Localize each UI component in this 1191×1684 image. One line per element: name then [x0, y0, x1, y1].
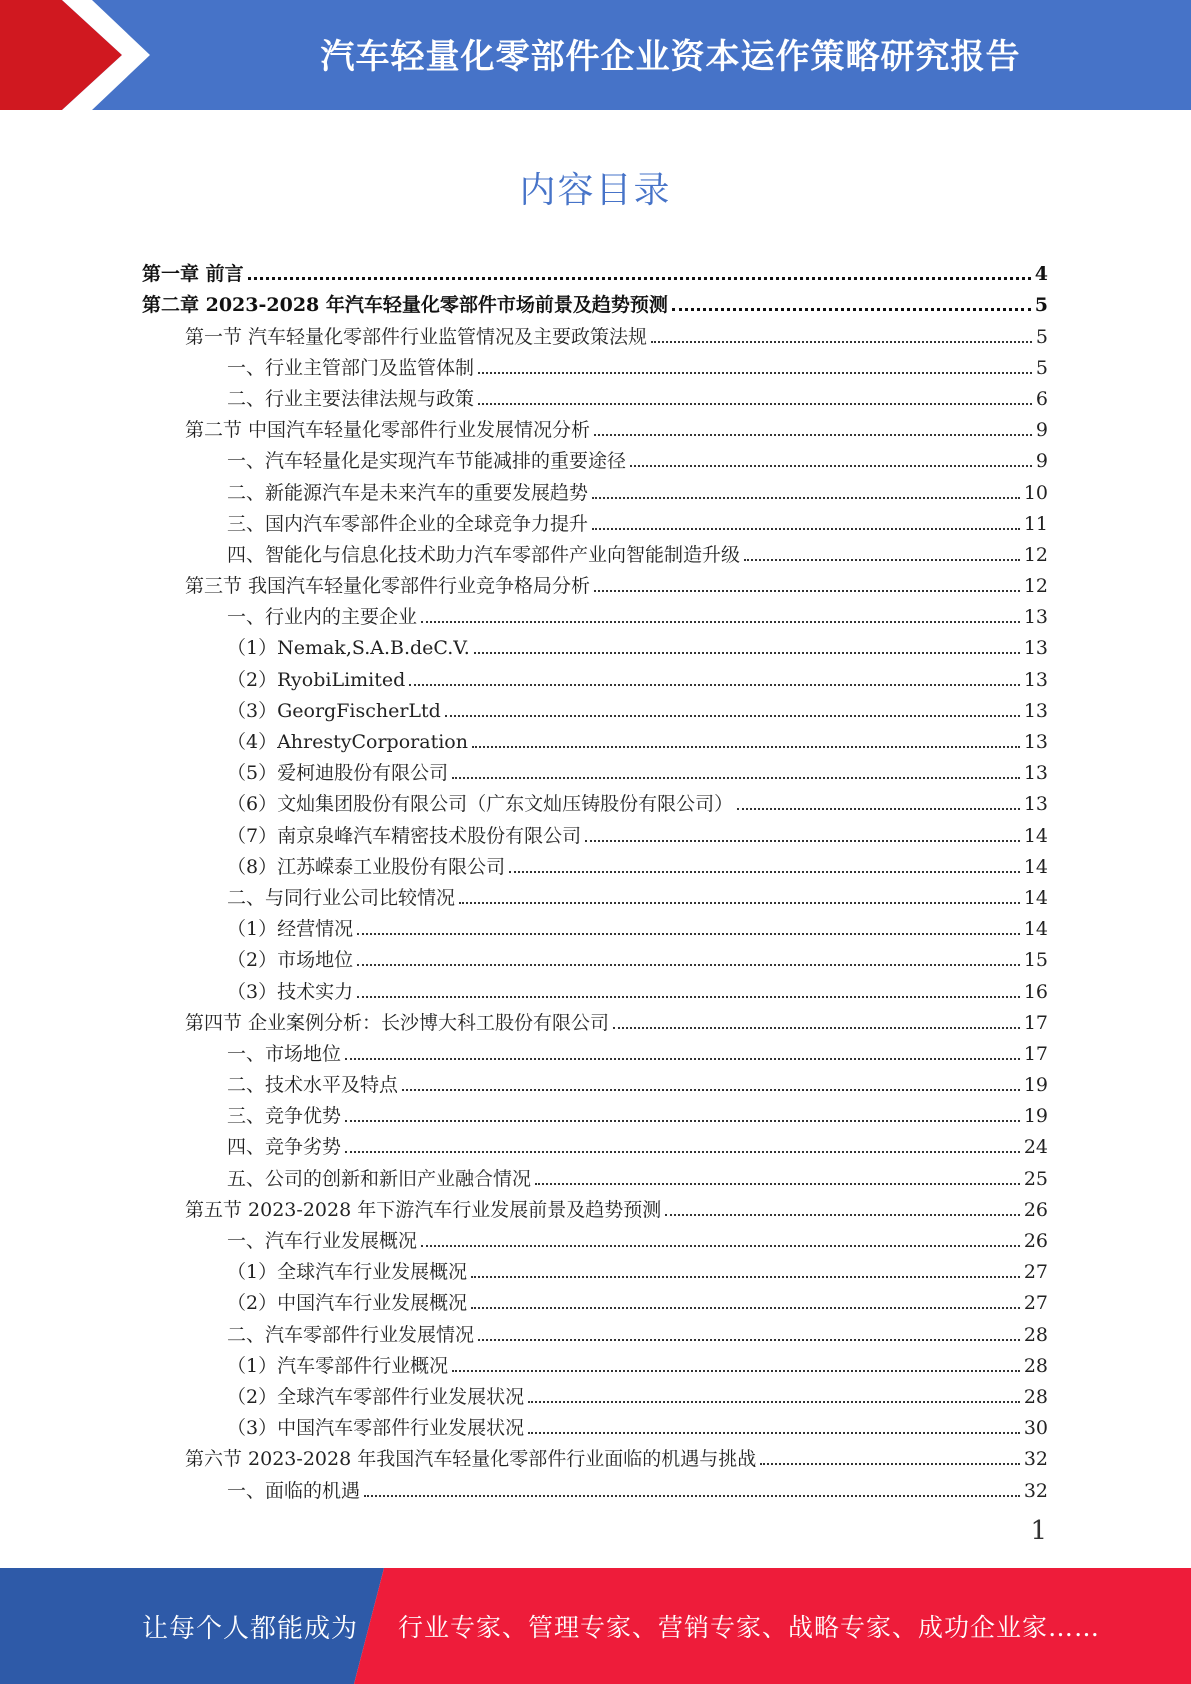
toc-leader-dots: [760, 1462, 1020, 1465]
toc-entry[interactable]: [142, 1313, 1048, 1344]
toc-entry-page: 19: [1023, 1074, 1048, 1097]
footer-slogan-left: 让每个人都能成为: [142, 1613, 359, 1644]
toc-entry-page: 9: [1035, 450, 1048, 473]
toc-leader-dots: [452, 1369, 1020, 1372]
toc-entry-page: 26: [1023, 1198, 1048, 1221]
toc-leader-dots: [478, 371, 1032, 374]
toc-entry-page: 27: [1023, 1261, 1048, 1284]
toc-entry-page: 30: [1023, 1417, 1048, 1440]
toc-entry[interactable]: [142, 565, 1048, 596]
toc-entry-label: （1）汽车零部件行业概况: [227, 1354, 449, 1377]
toc-entry-page: 13: [1023, 668, 1048, 691]
toc-entry[interactable]: [142, 1064, 1048, 1095]
page-number: 1: [1030, 1516, 1047, 1546]
toc-entry[interactable]: [142, 908, 1048, 939]
toc-entry-label: （8）江苏嵘泰工业股份有限公司: [227, 855, 506, 878]
toc-entry[interactable]: [142, 1376, 1048, 1407]
toc-entry-page: 16: [1023, 980, 1048, 1003]
toc-entry-page: 13: [1023, 731, 1048, 753]
toc-leader-dots: [478, 1338, 1020, 1341]
toc-entry[interactable]: [142, 846, 1048, 877]
toc-entry[interactable]: [142, 471, 1048, 502]
toc-leader-dots: [364, 1494, 1020, 1497]
toc-entry-label: 第一章 前言: [142, 263, 244, 286]
toc-entry[interactable]: [142, 1157, 1048, 1188]
toc-entry[interactable]: [142, 534, 1048, 565]
toc-entry-page: 17: [1023, 1042, 1048, 1065]
table-of-contents: [142, 253, 1048, 1501]
toc-entry[interactable]: [142, 627, 1048, 658]
toc-leader-dots: [357, 932, 1020, 935]
report-title: 汽车轻量化零部件企业资本运作策略研究报告: [320, 36, 1021, 77]
toc-entry-page: 5: [1035, 325, 1048, 348]
toc-entry-label: （7）南京泉峰汽车精密技术股份有限公司: [227, 824, 582, 847]
toc-leader-dots: [471, 1275, 1020, 1278]
toc-leader-dots: [613, 1026, 1020, 1029]
toc-entry-page: 9: [1035, 419, 1048, 442]
toc-entry-label: （1）经营情况: [227, 918, 354, 941]
toc-entry-page: 11: [1023, 512, 1048, 535]
toc-leader-dots: [445, 714, 1020, 717]
toc-entry-label: 一、市场地位: [227, 1042, 342, 1065]
toc-entry[interactable]: [142, 752, 1048, 783]
toc-entry-page: 14: [1023, 886, 1048, 909]
toc-leader-dots: [594, 589, 1020, 592]
toc-entry-label: （2）中国汽车行业发展概况: [227, 1292, 468, 1315]
toc-entry-label: （2）市场地位: [227, 949, 354, 972]
toc-leader-dots: [402, 1088, 1020, 1091]
toc-entry-page: 25: [1023, 1167, 1048, 1190]
toc-entry-page: 5: [1034, 294, 1048, 317]
toc-entry-label: 第一节 汽车轻量化零部件行业监管情况及主要政策法规: [185, 325, 648, 348]
toc-leader-dots: [421, 620, 1020, 623]
toc-leader-dots: [478, 402, 1032, 405]
toc-entry-page: 6: [1035, 387, 1048, 410]
toc-entry-label: 一、面临的机遇: [227, 1479, 361, 1502]
toc-leader-dots: [585, 839, 1020, 842]
toc-entry-label: （3）GeorgFischerLtd: [227, 699, 441, 722]
toc-entry-label: （1）全球汽车行业发展概况: [227, 1261, 468, 1284]
toc-leader-dots: [459, 901, 1020, 904]
toc-leader-dots: [744, 558, 1020, 561]
toc-title: 内容目录: [519, 170, 672, 211]
toc-leader-dots: [528, 1400, 1020, 1403]
toc-leader-dots: [592, 527, 1020, 530]
toc-leader-dots: [409, 683, 1020, 686]
toc-entry-page: 13: [1023, 793, 1048, 816]
toc-entry-label: 三、竞争优势: [227, 1105, 342, 1128]
toc-entry-label: 一、汽车行业发展概况: [227, 1230, 418, 1252]
chevron-right-icon: [0, 0, 150, 110]
toc-entry-page: 12: [1023, 575, 1048, 598]
toc-entry[interactable]: [142, 1469, 1048, 1500]
toc-entry-page: 19: [1023, 1105, 1048, 1128]
toc-entry[interactable]: [142, 939, 1048, 970]
toc-entry-label: 第三节 我国汽车轻量化零部件行业竞争格局分析: [185, 575, 591, 598]
toc-entry-label: 二、行业主要法律法规与政策: [227, 387, 475, 410]
toc-entry-label: 二、与同行业公司比较情况: [227, 886, 456, 909]
toc-entry[interactable]: [142, 1345, 1048, 1376]
toc-leader-dots: [345, 1119, 1020, 1122]
toc-entry[interactable]: [142, 284, 1048, 315]
toc-entry-label: （4）AhrestyCorporation: [227, 731, 468, 753]
toc-entry-label: 四、智能化与信息化技术助力汽车零部件产业向智能制造升级: [227, 543, 741, 566]
toc-leader-dots: [594, 433, 1032, 436]
toc-entry[interactable]: [142, 1282, 1048, 1313]
toc-entry-page: 13: [1023, 606, 1048, 629]
toc-leader-dots: [651, 340, 1032, 343]
toc-entry-label: （1）Nemak,S.A.B.deC.V.: [227, 637, 470, 660]
toc-entry[interactable]: [142, 596, 1048, 627]
toc-entry-page: 17: [1023, 1011, 1048, 1034]
toc-leader-dots: [737, 807, 1020, 810]
toc-leader-dots: [345, 1150, 1020, 1153]
toc-entry[interactable]: [142, 1095, 1048, 1126]
toc-entry-page: 27: [1023, 1292, 1048, 1315]
toc-entry[interactable]: [142, 1251, 1048, 1282]
toc-entry[interactable]: [142, 1002, 1048, 1033]
footer-slogan-right: 行业专家、管理专家、营销专家、战略专家、成功企业家……: [398, 1613, 1101, 1642]
toc-entry-page: 4: [1034, 263, 1048, 286]
toc-entry-page: 26: [1023, 1230, 1048, 1252]
header-banner: [0, 0, 1191, 110]
toc-entry[interactable]: [142, 378, 1048, 409]
toc-entry-page: 28: [1023, 1323, 1048, 1346]
toc-entry-label: 一、汽车轻量化是实现汽车节能减排的重要途径: [227, 450, 627, 473]
toc-entry-label: 第五节 2023-2028 年下游汽车行业发展前景及趋势预测: [185, 1198, 662, 1221]
toc-entry-page: 12: [1023, 543, 1048, 566]
toc-leader-dots: [357, 995, 1020, 998]
toc-entry-label: 第六节 2023-2028 年我国汽车轻量化零部件行业面临的机遇与挑战: [185, 1448, 757, 1471]
toc-entry[interactable]: [142, 690, 1048, 721]
toc-leader-dots: [672, 307, 1031, 311]
toc-entry[interactable]: [142, 1438, 1048, 1469]
toc-entry-label: （2）全球汽车零部件行业发展状况: [227, 1385, 525, 1408]
toc-entry[interactable]: [142, 440, 1048, 471]
toc-leader-dots: [535, 1182, 1020, 1185]
toc-entry-page: 24: [1023, 1136, 1048, 1159]
toc-entry-page: 10: [1023, 481, 1048, 504]
toc-entry-page: 32: [1023, 1479, 1048, 1502]
toc-entry[interactable]: [142, 1189, 1048, 1220]
toc-entry-label: 三、国内汽车零部件企业的全球竞争力提升: [227, 512, 589, 535]
toc-entry-label: （2）RyobiLimited: [227, 668, 406, 691]
toc-leader-dots: [345, 1057, 1020, 1060]
toc-leader-dots: [472, 745, 1020, 748]
toc-entry-page: 32: [1023, 1448, 1048, 1471]
toc-leader-dots: [509, 870, 1020, 873]
toc-leader-dots: [592, 496, 1020, 499]
toc-entry[interactable]: [142, 347, 1048, 378]
toc-entry-label: 二、技术水平及特点: [227, 1074, 399, 1097]
toc-leader-dots: [474, 651, 1020, 654]
toc-entry[interactable]: [142, 1033, 1048, 1064]
toc-entry-page: 28: [1023, 1385, 1048, 1408]
toc-entry-label: （5）爱柯迪股份有限公司: [227, 762, 449, 785]
toc-entry-label: （6）文灿集团股份有限公司（广东文灿压铸股份有限公司）: [227, 793, 734, 816]
toc-leader-dots: [421, 1244, 1020, 1247]
toc-entry-page: 15: [1023, 949, 1048, 972]
toc-leader-dots: [452, 776, 1020, 779]
toc-entry[interactable]: [142, 970, 1048, 1001]
footer-banner: [0, 1568, 1191, 1684]
toc-entry-label: 二、新能源汽车是未来汽车的重要发展趋势: [227, 481, 589, 504]
toc-entry-label: 一、行业主管部门及监管体制: [227, 356, 475, 379]
toc-entry[interactable]: [142, 503, 1048, 534]
toc-entry-label: 第四节 企业案例分析：长沙博大科工股份有限公司: [185, 1011, 610, 1034]
toc-entry-label: 第二节 中国汽车轻量化零部件行业发展情况分析: [185, 419, 591, 442]
toc-entry[interactable]: [142, 814, 1048, 845]
toc-leader-dots: [357, 963, 1020, 966]
toc-leader-dots: [471, 1306, 1020, 1309]
toc-entry-page: 14: [1023, 855, 1048, 878]
toc-entry-label: 四、竞争劣势: [227, 1136, 342, 1159]
toc-entry[interactable]: [142, 315, 1048, 346]
toc-entry-label: 二、汽车零部件行业发展情况: [227, 1323, 475, 1346]
toc-entry[interactable]: [142, 877, 1048, 908]
toc-entry[interactable]: [142, 721, 1048, 752]
toc-entry[interactable]: [142, 1220, 1048, 1251]
toc-entry-page: 5: [1035, 356, 1048, 379]
toc-entry[interactable]: [142, 1126, 1048, 1157]
toc-entry[interactable]: [142, 409, 1048, 440]
toc-entry-page: 14: [1023, 824, 1048, 847]
toc-entry-label: （3）中国汽车零部件行业发展状况: [227, 1417, 525, 1440]
toc-entry-page: 13: [1023, 637, 1048, 660]
toc-entry-page: 13: [1023, 762, 1048, 785]
toc-entry-page: 14: [1023, 918, 1048, 941]
toc-entry-page: 28: [1023, 1354, 1048, 1377]
toc-entry[interactable]: [142, 783, 1048, 814]
toc-entry-label: （3）技术实力: [227, 980, 354, 1003]
toc-entry-label: 第二章 2023-2028 年汽车轻量化零部件市场前景及趋势预测: [142, 294, 668, 317]
toc-entry-page: 13: [1023, 699, 1048, 722]
toc-leader-dots: [248, 276, 1031, 280]
toc-leader-dots: [665, 1213, 1020, 1216]
toc-entry[interactable]: [142, 658, 1048, 689]
toc-leader-dots: [630, 464, 1032, 467]
toc-entry[interactable]: [142, 1407, 1048, 1438]
toc-entry[interactable]: [142, 253, 1048, 284]
toc-entry-label: 五、公司的创新和新旧产业融合情况: [227, 1167, 532, 1190]
toc-entry-label: 一、行业内的主要企业: [227, 606, 418, 629]
toc-leader-dots: [528, 1431, 1020, 1434]
